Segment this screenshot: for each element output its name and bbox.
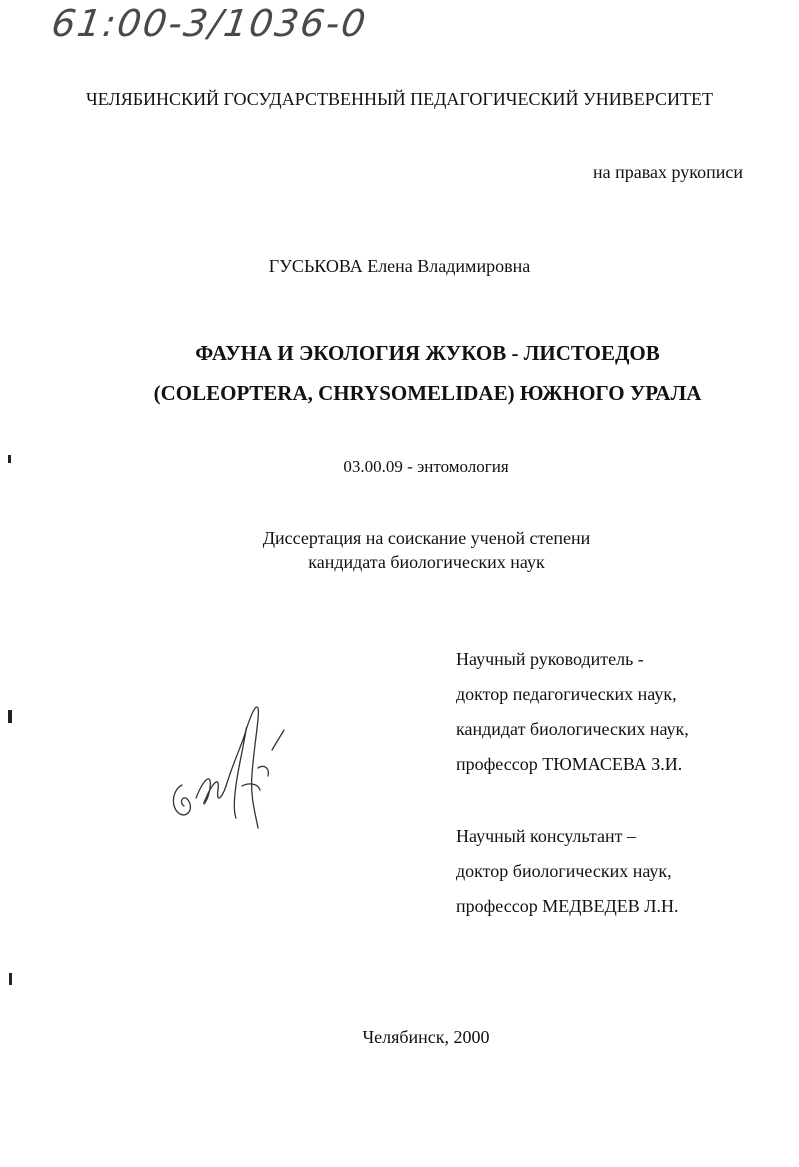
degree-line-2: кандидата биологических наук (308, 552, 545, 572)
margin-mark-3 (9, 973, 12, 985)
margin-mark-2 (8, 710, 12, 723)
dissertation-title-line-2: (COLEOPTERA, CHRYSOMELIDAE) ЮЖНОГО УРАЛА (153, 381, 702, 405)
supervisor-degree-1: доктор педагогических наук, (456, 684, 677, 704)
supervisor-name: профессор ТЮМАСЕВА З.И. (456, 754, 683, 774)
city-year: Челябинск, 2000 (362, 1027, 490, 1047)
archive-number-handwritten: 61:00-3/1036-0 (48, 2, 371, 45)
consultant-role: Научный консультант – (456, 826, 636, 846)
manuscript-note: на правах рукописи (593, 162, 743, 182)
supervisor-role: Научный руководитель - (456, 649, 644, 669)
author-name: ГУСЬКОВА Елена Владимировна (268, 256, 531, 276)
handwritten-signature (160, 690, 300, 840)
margin-mark-1 (8, 455, 11, 463)
dissertation-title-line-1: ФАУНА И ЭКОЛОГИЯ ЖУКОВ - ЛИСТОЕДОВ (195, 341, 660, 365)
specialty-code: 03.00.09 - энтомология (343, 457, 509, 476)
consultant-name: профессор МЕДВЕДЕВ Л.Н. (456, 896, 679, 916)
university-name: ЧЕЛЯБИНСКИЙ ГОСУДАРСТВЕННЫЙ ПЕДАГОГИЧЕСКИЙ УНИВЕРСИТЕТ (86, 89, 713, 109)
consultant-degree: доктор биологических наук, (456, 861, 672, 881)
degree-line-1: Диссертация на соискание ученой степени (262, 528, 591, 548)
supervisor-degree-2: кандидат биологических наук, (456, 719, 689, 739)
